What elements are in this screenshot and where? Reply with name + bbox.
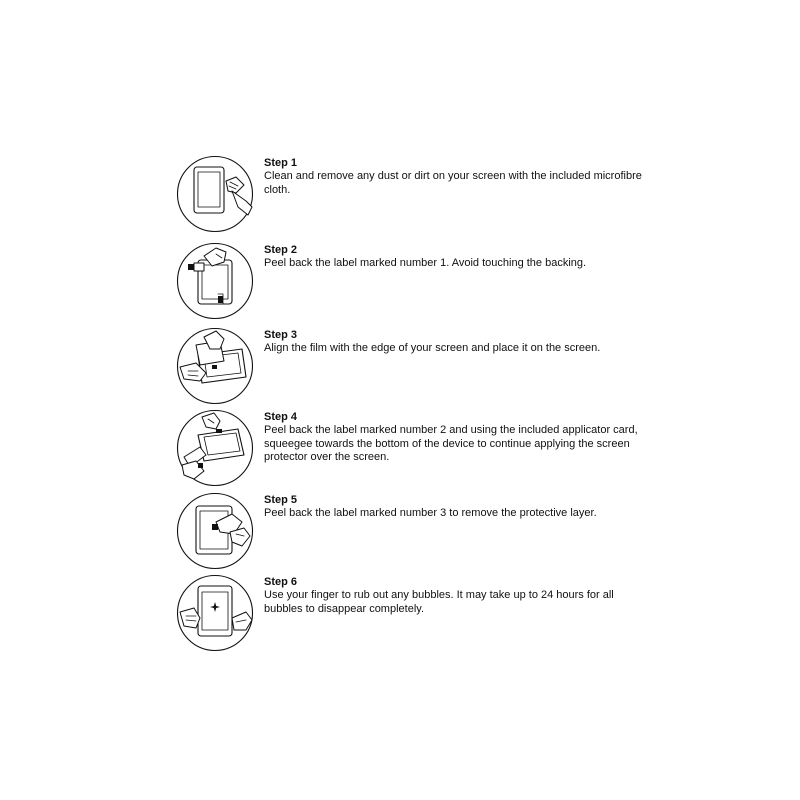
align-film-icon	[176, 327, 254, 405]
step-description: Peel back the label marked number 2 and using the included applicator card, squeegee towards the bottom of the device to continue applying the screen protector over the screen.	[264, 424, 638, 463]
rub-bubbles-icon	[176, 574, 254, 652]
step-description: Peel back the label marked number 3 to remove the protective layer.	[264, 507, 597, 519]
step-5	[176, 492, 696, 572]
peel-label-icon	[176, 242, 254, 320]
step-title: Step 1	[264, 157, 298, 169]
step-3	[176, 327, 696, 407]
step-1	[176, 155, 696, 235]
squeegee-card-icon	[176, 409, 254, 487]
step-title: Step 2	[264, 244, 298, 256]
step-4	[176, 409, 696, 489]
step-description: Use your finger to rub out any bubbles. It may take up to 24 hours for all bubbles to disappear completely.	[264, 589, 614, 615]
step-description: Peel back the label marked number 1. Avoid touching the backing.	[264, 257, 587, 269]
step-2	[176, 242, 696, 322]
cleaning-cloth-icon	[176, 155, 254, 233]
step-title: Step 5	[264, 494, 298, 506]
step-6	[176, 574, 696, 654]
step-title: Step 4	[264, 411, 298, 423]
step-description: Align the film with the edge of your screen and place it on the screen.	[264, 342, 601, 354]
step-title: Step 3	[264, 329, 298, 341]
step-description: Clean and remove any dust or dirt on your screen with the included microfibre cloth.	[264, 170, 642, 196]
remove-layer-icon	[176, 492, 254, 570]
step-title: Step 6	[264, 576, 298, 588]
